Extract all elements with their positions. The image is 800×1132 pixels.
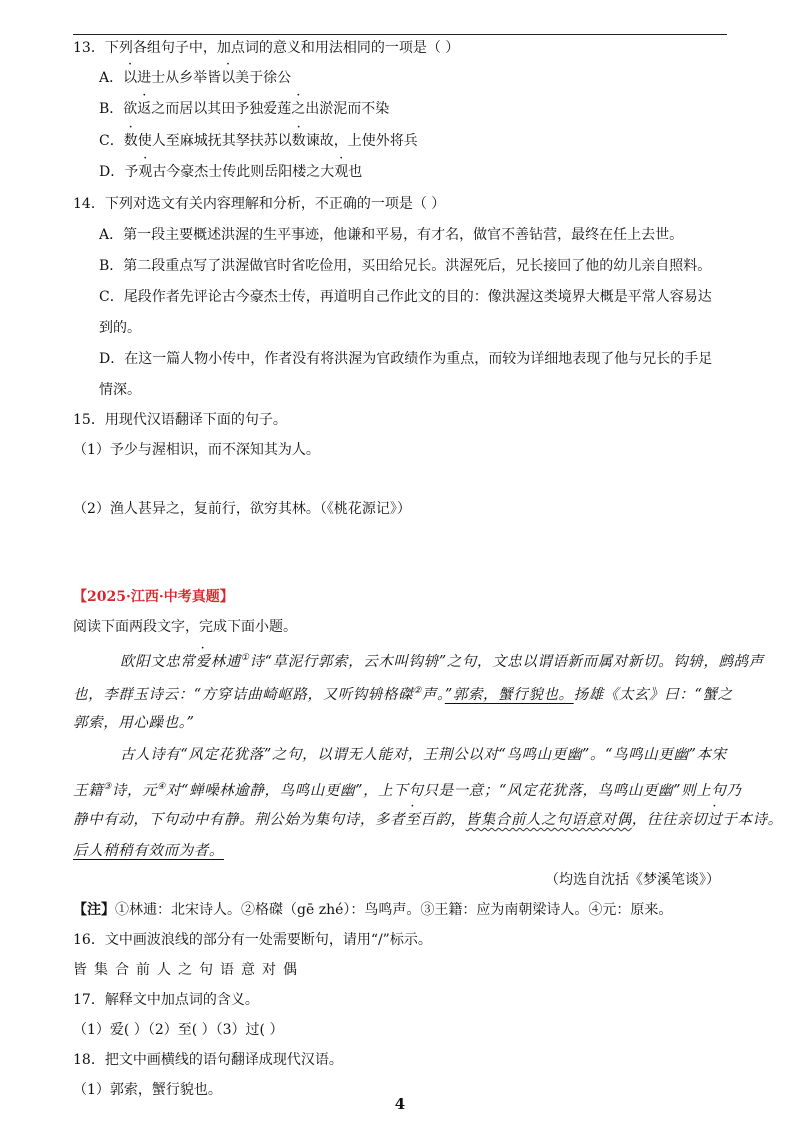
dotted-char: 爱 [195,653,211,670]
reading-intro: 阅读下面两段文字，完成下面小题。 [73,619,297,635]
dotted-char: 数 [123,133,138,149]
q13-stem: 13．下列各组句子中，加点词的意义和用法相同的一项是（ ） [73,40,460,56]
q14-option-c-cont: 到的。 [99,320,141,336]
q16-stem: 16．文中画波浪线的部分有一处需要断句，请用“/”标示。 [73,932,432,948]
q14-option-d-cont: 情深。 [99,382,141,398]
q18-stem: 18．把文中画横线的语句翻译成现代汉语。 [73,1052,343,1068]
q14-option-d: D．在这一篇人物小传中，作者没有将洪渥为官政绩作为重点，而较为详细地表现了他与兄长的手足 [99,351,713,367]
q14-option-a: A．第一段主要概述洪渥的生平事迹，他谦和平易，有才名，做官不善钻营，最终在任上去世。 [99,227,684,243]
underlined-sentence: ”郭索，蟹行貌也。 [444,686,574,703]
footnote-mark: ④ [157,782,166,792]
footnote-mark: ② [413,686,422,696]
q16-segment-line: 皆集合前人之句语意对偶 [73,962,304,978]
q13-option-b: B．欲返之而居以其田予独爱莲之出淤泥而不染 [99,101,390,117]
q13-option-c: C．数使人至麻城抚其孥扶苏以数谏故，上使外将兵 [99,133,418,149]
passage-source: （均选自沈括《梦溪笔谈》） [545,872,720,888]
page-number: 4 [394,1095,406,1113]
dotted-char: 过 [707,812,723,828]
wavy-underlined-phrase: 皆集合前人之句语意对偶 [465,812,632,828]
annotation-note: 【注】①林逋：北宋诗人。②格磔（gē zhé）：鸟鸣声。③王籍：应为南朝梁诗人。④元：原来。 [73,902,673,918]
footnote-mark: ① [240,653,250,663]
dotted-char: 以 [221,70,236,86]
q14-option-b: B．第二段重点写了洪渥做官时省吃俭用，买田给兄长。洪渥死后，兄长接回了他的幼儿亲自照料。 [99,258,712,274]
dotted-char: 至 [405,812,421,828]
q18-sentence-1: （1）郭索，蟹行貌也。 [73,1082,222,1098]
q17-answer-blanks: （1）爱( ）（2）至( ）（3）过( ） [73,1022,284,1038]
q17-stem: 17．解释文中加点词的含义。 [73,992,259,1008]
q15-sentence-2: （2）渔人甚异之，复前行，欲穷其林。（《桃花源记》） [73,501,411,517]
q14-stem: 14．下列对选文有关内容理解和分析，不正确的一项是（ ） [73,196,446,212]
dotted-char: 观 [334,164,349,180]
passage-line: 王籍③诗，元④对“蝉噪林逾静，鸟鸣山更幽”，上下句只是一意；“风定花犹落，鸟鸣山更幽”则上句乃 [73,782,742,799]
passage-line: 欧阳文忠常爱林逋①诗“草泥行郭索，云木叫钩辀”之句，文忠以谓语新而属对新切。钩辀，鹧鸪声 [120,653,764,670]
dotted-char: 之 [291,101,306,117]
q13-option-a: A．以进士从乡举皆以美于徐公 [99,70,292,86]
dotted-char: 观 [138,164,153,180]
q15-sentence-1: （1）予少与渥相识，而不深知其为人。 [73,442,320,458]
dotted-char: 以 [123,70,138,86]
q15-stem: 15．用现代汉语翻译下面的句子。 [73,412,287,428]
dotted-char: 返 [137,101,152,117]
underlined-sentence: 后人稍稍有效而为者。 [73,843,224,859]
q13-option-d: D．予观古今豪杰士传此则岳阳楼之大观也 [99,164,363,180]
q14-option-c: C．尾段作者先评论古今豪杰士传，再道明自己作此文的目的：像洪渥这类境界大概是平常人容易达 [99,289,712,305]
header-rule [73,34,727,35]
passage-line: 郭索，用心躁也。” [73,715,195,731]
dotted-char: 数 [291,133,306,149]
passage-line: 也，李群玉诗云：“方穿诘曲崎岖路，又听钩辀格磔②声。”郭索，蟹行貌也。扬雄《太玄》曰：“蟹之 [73,686,733,703]
passage-line: 静中有动，下句动中有静。荆公始为集句诗，多者至百韵，皆集合前人之句语意对偶，往往亲切过于本诗。 [73,812,783,828]
source-tag: 【2025·江西·中考真题】 [73,589,234,605]
footnote-mark: ③ [103,782,112,792]
passage-line: 古人诗有“风定花犹落”之句，以谓无人能对，王荆公以对“鸟鸣山更幽”。“鸟鸣山更幽”本宋 [120,747,727,763]
